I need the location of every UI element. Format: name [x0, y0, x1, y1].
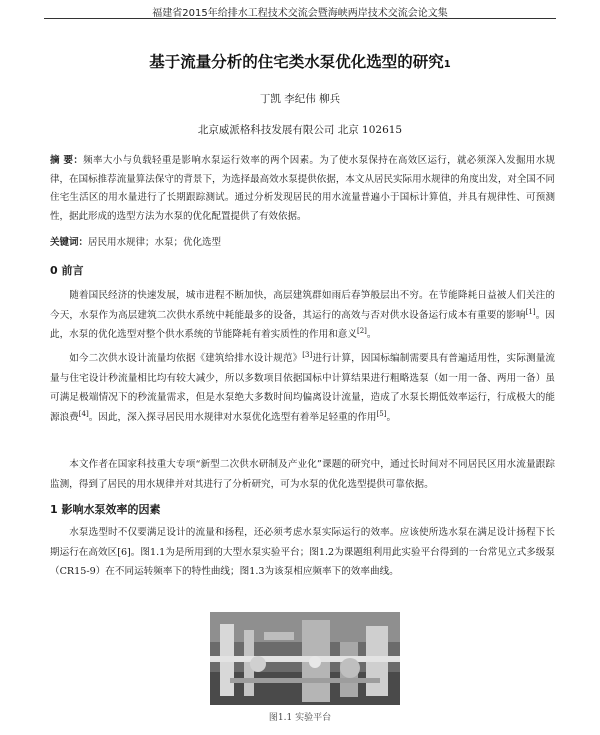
paper-title [0, 50, 600, 72]
paragraph-text: 如今二次供水设计流量均依据《建筑给排水设计规范》 [69, 353, 303, 364]
authors: 丁凯 李纪伟 柳兵 [259, 93, 341, 105]
keywords-label: 关键词： [50, 237, 89, 248]
paragraph-text: 随着国民经济的快速发展，城市进程不断加快，高层建筑群如雨后春笋般层出不穷。在节能降耗日益被人们关注的今天，水泵作为高层建筑二次供水系统中耗能最多的设备，其运行的高效与否对供水设备运行成本有重要的影响 [50, 290, 555, 321]
paragraph-text: 。 [386, 411, 397, 423]
figure-caption: 图1.1 实验平台 [268, 713, 332, 723]
keywords [50, 234, 555, 248]
paragraph-text: 。 [366, 329, 377, 340]
citation-ref: [5] [376, 409, 387, 418]
abstract [50, 152, 555, 226]
title-text: 基于流量分析的住宅类水泵优化选型的研究 [149, 53, 444, 71]
affiliation: 北京威派格科技发展有限公司 北京 102615 [197, 124, 403, 136]
citation-ref: [4] [78, 409, 89, 418]
paragraph-preface-1 [50, 286, 555, 345]
paragraph-preface-3 [50, 455, 555, 494]
abstract-text: 频率大小与负载轻重是影响水泵运行效率的两个因素。为了使水泵保持在高效区运行，就必须深入发掘用水规律，在国标推荐流量算法保守的背景下，为选择最高效水泵提供依据，本文从居民实际用水规律的角度出发，对全国不同住宅生活区的用水量进行了长期跟踪测试。通过分析发现居民的用水流量普遍小于国标计算值，并具有规律性、可预测性，据此形成的选型方法为水泵的优化配置提供了有效依据。 [50, 155, 555, 222]
paragraph-pump-efficiency-1 [50, 523, 555, 582]
title-footnote-mark: 1 [443, 59, 451, 70]
paragraph-text: 。因此，水泵的优化选型对整个供水系统的节能降耗有着实质性的作用和意义 [50, 309, 556, 340]
abstract-label: 摘 要： [50, 155, 84, 166]
section-heading-pump-efficiency: 1 影响水泵效率的因素 [50, 503, 161, 516]
paragraph-text: 水泵选型时不仅要满足设计的流量和扬程，还必须考虑水泵实际运行的效率。应该使所选水泵在满足设计扬程下长期运行在高效区[6]。图1.1为是所用到的大型水泵实验平台；图1.2为课题组利用此实验平台得到的一台常见立式多级泵（CR15-9）在不同运转频率下的特性曲线；图1.3为该泵相应频率下的效率曲线。 [50, 527, 555, 577]
paragraph-text: 进行计算，因国标编制需要具有普遍适用性，实际测量流量与住宅设计秒流量相比均有较大减少，所以多数项目依据国标中计算结果进行粗略选泵（如一用一备、两用一备）虽可满足极端情况下的秒流量需求，但是水泵绝大多数时间均偏离设计流量，造成了水泵长期低效率运行，行成极大的能源浪费 [50, 353, 556, 423]
citation-ref: [3] [302, 351, 313, 359]
running-header: 福建省2015年给排水工程技术交流会暨海峡两岸技术交流会论文集 [152, 8, 448, 19]
keywords-text: 居民用水规律；水泵；优化选型 [88, 237, 222, 248]
section-heading-preface: 0 前言 [50, 264, 84, 277]
citation-ref: [1] [525, 307, 536, 316]
test-platform-photo [210, 612, 400, 705]
paragraph-preface-2 [50, 349, 555, 427]
figure-test-platform-photo [210, 612, 400, 705]
citation-ref: [2] [357, 327, 367, 335]
paragraph-text: 本文作者在国家科技重大专项“新型二次供水研制及产业化”课题的研究中，通过长时间对不同居民区用水流量跟踪监测，得到了居民的用水规律并对其进行了分析研究，可为水泵的优化选型提供可靠依据。 [50, 459, 555, 490]
paragraph-text: 。因此，深入探寻居民用水规律对水泵优化选型有着举足轻重的作用 [88, 411, 377, 423]
header-rule [44, 18, 556, 19]
